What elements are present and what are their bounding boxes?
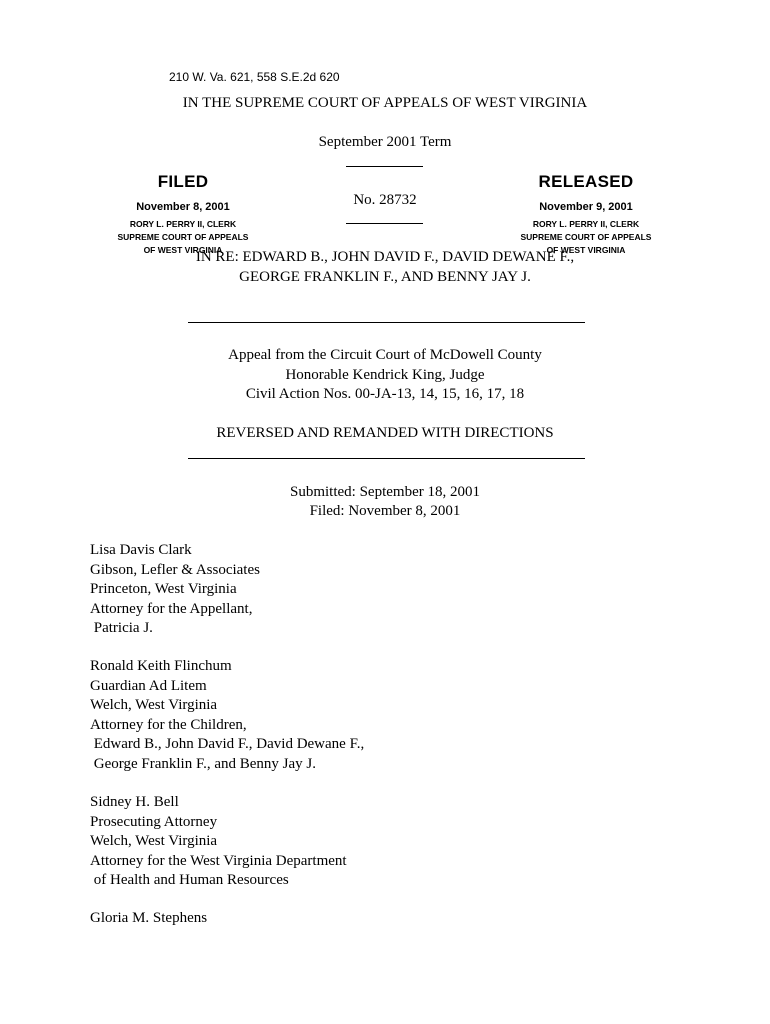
case-title-line-1: IN RE: EDWARD B., JOHN DAVID F., DAVID DEWANE F., <box>195 249 575 265</box>
term-divider <box>346 166 423 167</box>
counsel-line: Attorney for the Children, <box>90 716 247 733</box>
counsel-line: Attorney for the West Virginia Department <box>90 852 347 869</box>
filed-stamp-title: FILED <box>157 172 209 191</box>
case-title-line-2: GEORGE FRANKLIN F., AND BENNY JAY J. <box>239 269 531 285</box>
counsel-line: Attorney for the Appellant, <box>90 600 253 617</box>
counsel-line: Welch, West Virginia <box>90 833 218 850</box>
counsel-line: Patricia J. <box>90 620 153 637</box>
counsel-line: Gibson, Lefler & Associates <box>90 561 260 578</box>
counsel-line: Gloria M. Stephens <box>90 910 208 926</box>
counsel-line: George Franklin F., and Benny Jay J. <box>90 755 316 772</box>
appeal-civil-action: Civil Action Nos. 00-JA-13, 14, 15, 16, 17, 18 <box>245 386 525 402</box>
court-name: IN THE SUPREME COURT OF APPEALS OF WEST VIRGINIA <box>182 95 588 111</box>
case-number-divider <box>346 223 423 224</box>
filed-stamp <box>93 172 273 257</box>
counsel-line: Prosecuting Attorney <box>90 813 218 830</box>
filed-stamp-date: November 8, 2001 <box>136 201 230 213</box>
released-stamp-date: November 9, 2001 <box>539 201 633 213</box>
counsel-prosecutor <box>90 793 347 891</box>
counsel-line: Edward B., John David F., David Dewane F., <box>90 736 365 753</box>
filed-stamp-court: SUPREME COURT OF APPEALS <box>117 232 249 242</box>
counsel-line: Guardian Ad Litem <box>90 677 207 694</box>
released-stamp <box>496 172 676 257</box>
counsel-guardian <box>90 657 364 775</box>
appeal-from: Appeal from the Circuit Court of McDowell County <box>228 347 542 363</box>
released-stamp-clerk: RORY L. PERRY II, CLERK <box>532 219 640 229</box>
released-stamp-court: SUPREME COURT OF APPEALS <box>520 232 652 242</box>
counsel-line: Lisa Davis Clark <box>90 542 192 558</box>
section-divider <box>188 322 585 323</box>
counsel-line: Princeton, West Virginia <box>90 581 237 598</box>
disposition-divider <box>188 458 585 459</box>
filed-stamp-state: OF WEST VIRGINIA <box>143 245 223 255</box>
citation: 210 W. Va. 621, 558 S.E.2d 620 <box>169 70 340 84</box>
released-stamp-title: RELEASED <box>538 172 634 191</box>
term: September 2001 Term <box>318 134 452 150</box>
counsel-line: of Health and Human Resources <box>90 872 289 889</box>
released-stamp-state: OF WEST VIRGINIA <box>546 245 626 255</box>
filed-date: Filed: November 8, 2001 <box>309 503 461 519</box>
filed-stamp-clerk: RORY L. PERRY II, CLERK <box>129 219 237 229</box>
counsel-line: Ronald Keith Flinchum <box>90 658 232 674</box>
counsel-appellant <box>90 541 260 639</box>
appeal-judge: Honorable Kendrick King, Judge <box>285 367 485 383</box>
disposition: REVERSED AND REMANDED WITH DIRECTIONS <box>216 425 554 441</box>
counsel-fourth <box>90 909 207 929</box>
counsel-line: Welch, West Virginia <box>90 697 218 714</box>
submitted-date: Submitted: September 18, 2001 <box>290 484 480 500</box>
case-number: No. 28732 <box>353 192 417 208</box>
counsel-line: Sidney H. Bell <box>90 794 179 810</box>
